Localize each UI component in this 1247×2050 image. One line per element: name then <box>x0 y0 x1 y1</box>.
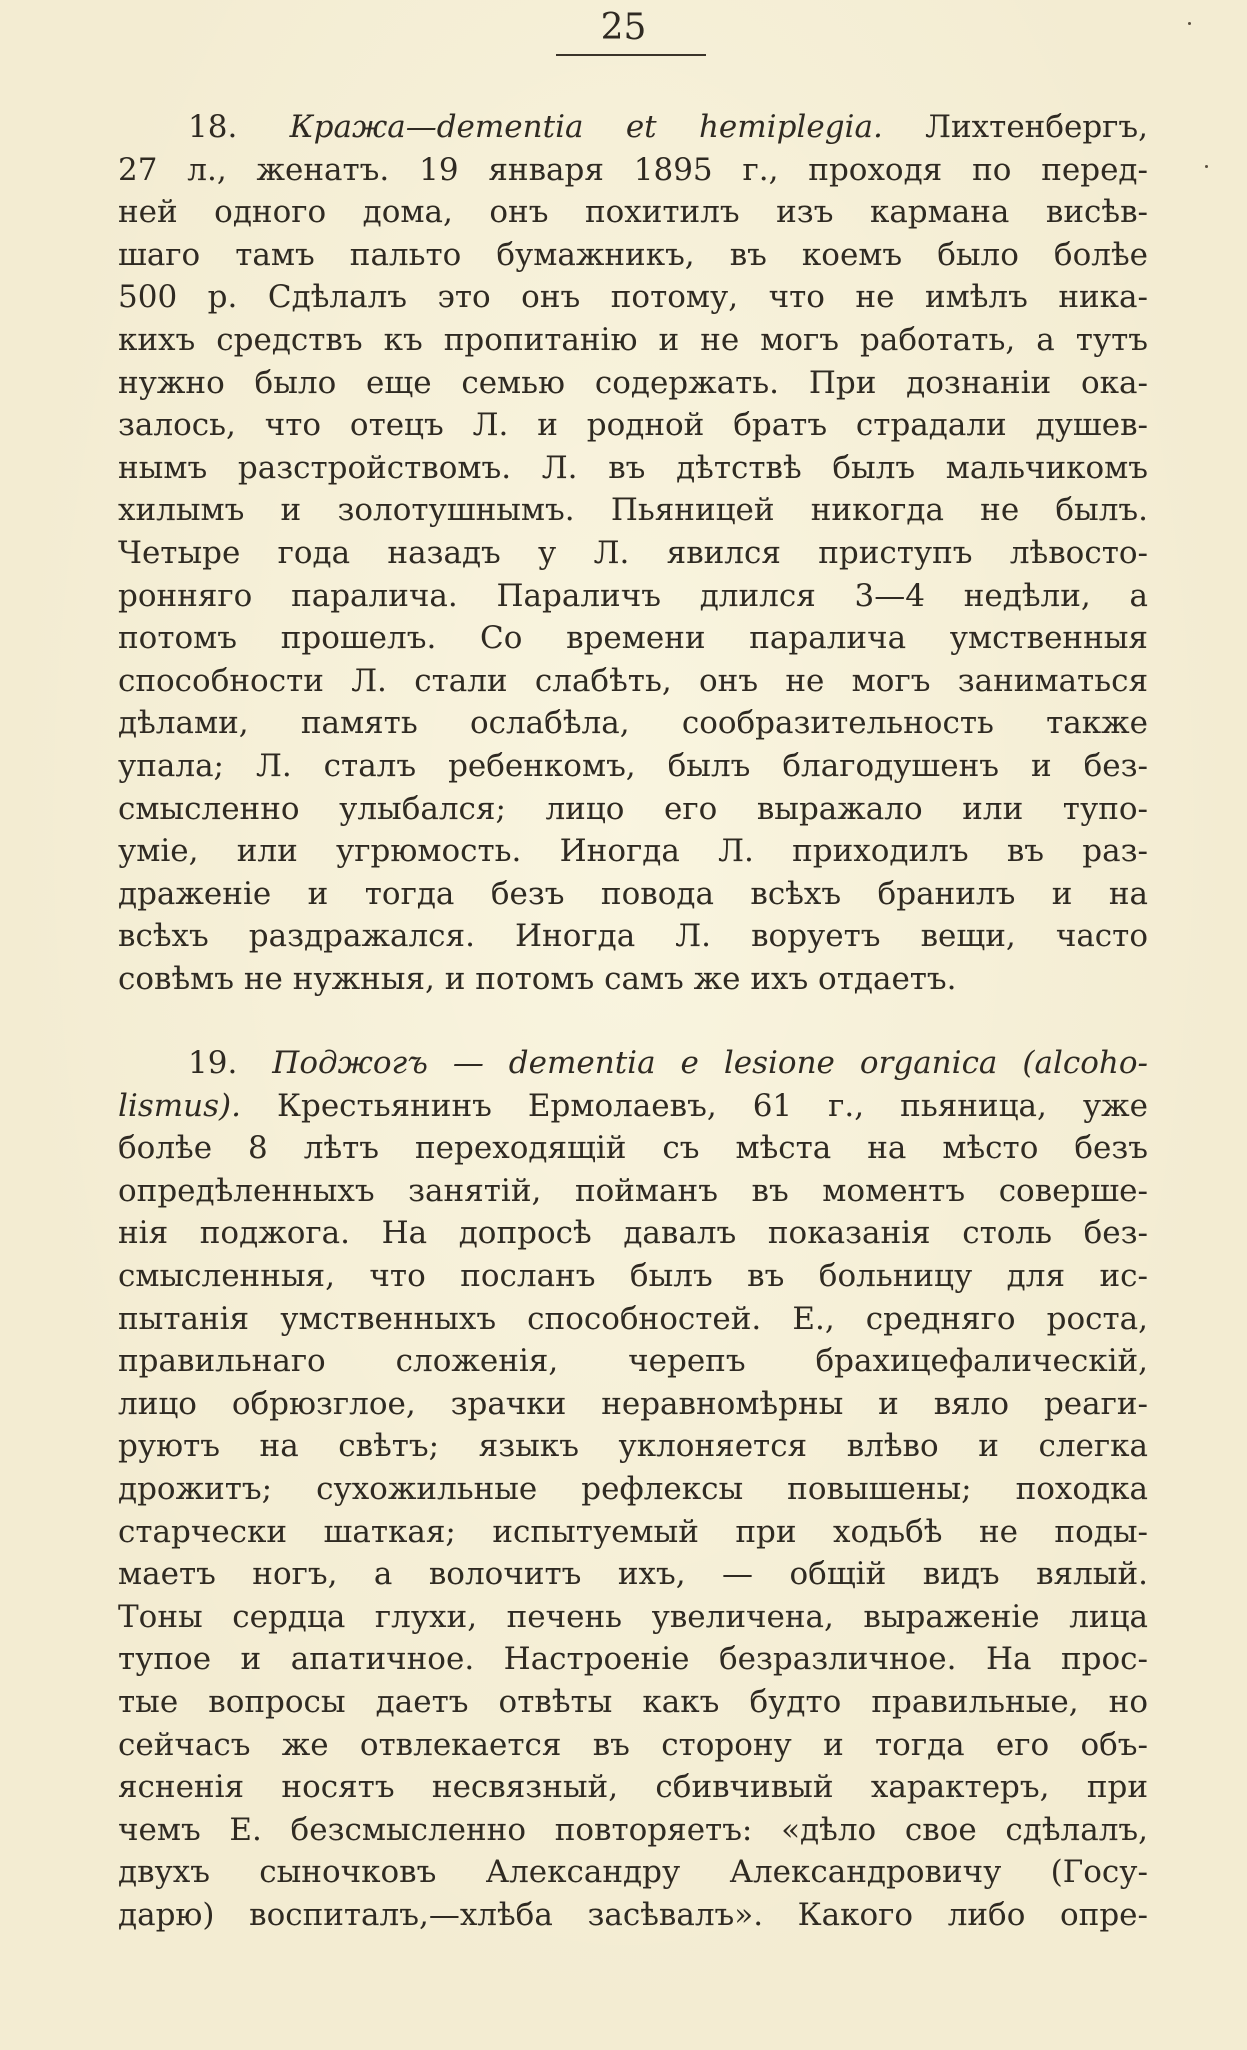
case-18-line: ронняго паралича. Параличъ длился 3—4 недѣли, а <box>118 577 1148 614</box>
case-19 <box>118 1042 1148 1936</box>
case-19-line: двухъ сыночковъ Александру Александровичу (Госу- <box>118 1854 1148 1891</box>
case-19-line: старчески шаткая; испытуемый при ходьбѣ не поды- <box>118 1513 1148 1550</box>
case-19-title-continued: lismus). <box>118 1087 241 1124</box>
case-18-line: способности Л. стали слабѣть, онъ не могъ заниматься <box>118 662 1148 699</box>
case-18-line: совѣмъ не нужныя, и потомъ самъ же ихъ отдаетъ. <box>118 960 957 997</box>
case-19-line: руютъ на свѣтъ; языкъ уклоняется влѣво и слегка <box>118 1428 1148 1465</box>
case-19-line: пытанія умственныхъ способностей. Е., средняго роста, <box>118 1300 1148 1337</box>
case-18-line: шаго тамъ пальто бумажникъ, въ коемъ было болѣе <box>118 236 1148 273</box>
case-19-line: ясненія носятъ несвязный, сбивчивый характеръ, при <box>118 1769 1148 1806</box>
case-19-line: дарю) воспиталъ,—хлѣба засѣвалъ». Какого либо опре- <box>118 1896 1148 1933</box>
paper-speck <box>1188 22 1191 25</box>
page-number: 25 <box>600 7 647 48</box>
case-19-title: Поджогъ — dementia e lesione organica (alcoho- <box>272 1045 1148 1081</box>
case-19-line: маетъ ногъ, а волочитъ ихъ, — общій видъ вялый. <box>118 1556 1148 1593</box>
case-19-line: болѣе 8 лѣтъ переходящій съ мѣста на мѣсто безъ <box>118 1130 1148 1167</box>
case-19-heading-line <box>118 1042 1148 1085</box>
case-19-line: лицо обрюзглое, зрачки неравномѣрны и вяло реаги- <box>118 1385 1148 1422</box>
case-18-line: Лихтенбергъ, <box>925 109 1148 145</box>
case-19-line: Тоны сердца глухи, печень увеличена, выраженіе лица <box>118 1598 1148 1635</box>
case-18-line: 500 р. Сдѣлалъ это онъ потому, что не имѣлъ ника- <box>118 279 1148 316</box>
case-18-line: уміе, или угрюмость. Иногда Л. приходилъ въ раз- <box>118 833 1148 870</box>
case-19-line: смысленныя, что посланъ былъ въ больницу для ис- <box>118 1257 1148 1294</box>
case-19-line: дрожитъ; сухожильные рефлексы повышены; походка <box>118 1470 1148 1507</box>
case-19-line: тупое и апатичное. Настроеніе безразличное. На прос- <box>118 1641 1148 1678</box>
case-18-line: драженіе и тогда безъ повода всѣхъ бранилъ и на <box>118 875 1148 912</box>
case-19-line <box>118 1085 1148 1128</box>
case-19-line: тые вопросы даетъ отвѣты какъ будто правильные, но <box>118 1683 1148 1720</box>
case-18-line: залось, что отецъ Л. и родной братъ страдали душев- <box>118 407 1148 444</box>
case-19-number: 19. <box>188 1045 238 1081</box>
case-19-line: опредѣленныхъ занятій, пойманъ въ моментъ соверше- <box>118 1172 1148 1209</box>
case-18-line: кихъ средствъ къ пропитанію и не могъ работать, а тутъ <box>118 321 1148 358</box>
case-18-title: Кража—dementia et hemiplegia. <box>289 109 883 145</box>
case-18-line: ней одного дома, онъ похитилъ изъ кармана висѣв- <box>118 194 1148 231</box>
case-18-line: дѣлами, память ослабѣла, сообразительность также <box>118 705 1148 742</box>
case-18-line: нужно было еще семью содержать. При дознаніи ока- <box>118 364 1148 401</box>
header-rule <box>556 54 706 56</box>
paper-speck <box>1205 165 1208 168</box>
case-18-line: смысленно улыбался; лицо его выражало или тупо- <box>118 790 1148 827</box>
case-18-line: всѣхъ раздражался. Иногда Л. воруетъ вещи, часто <box>118 918 1148 955</box>
case-18-number: 18. <box>188 109 238 145</box>
case-19-line: чемъ Е. безсмысленно повторяетъ: «дѣло свое сдѣлалъ, <box>118 1811 1148 1848</box>
case-18-line: упала; Л. сталъ ребенкомъ, былъ благодушенъ и без- <box>118 747 1148 784</box>
case-19-line: сейчасъ же отвлекается въ сторону и тогда его объ- <box>118 1726 1148 1763</box>
case-18-line: Четыре года назадъ у Л. явился приступъ лѣвосто- <box>118 534 1148 571</box>
case-18-line: хилымъ и золотушнымъ. Пьяницей никогда не былъ. <box>118 492 1148 529</box>
case-19-line: нія поджога. На допросѣ давалъ показанія столь без- <box>118 1215 1148 1252</box>
case-19-line-text: Крестьянинъ Ермолаевъ, 61 г., пьяница, уже <box>277 1087 1148 1124</box>
case-18-line: 27 л., женатъ. 19 января 1895 г., проходя по перед- <box>118 151 1148 188</box>
case-18-line: нымъ разстройствомъ. Л. въ дѣтствѣ былъ мальчикомъ <box>118 449 1148 486</box>
case-18-line: потомъ прошелъ. Со времени паралича умственныя <box>118 620 1148 657</box>
case-18 <box>118 106 1148 1000</box>
case-18-heading-line <box>118 106 1148 149</box>
case-19-line: правильнаго сложенія, черепъ брахицефалическій, <box>118 1343 1148 1380</box>
